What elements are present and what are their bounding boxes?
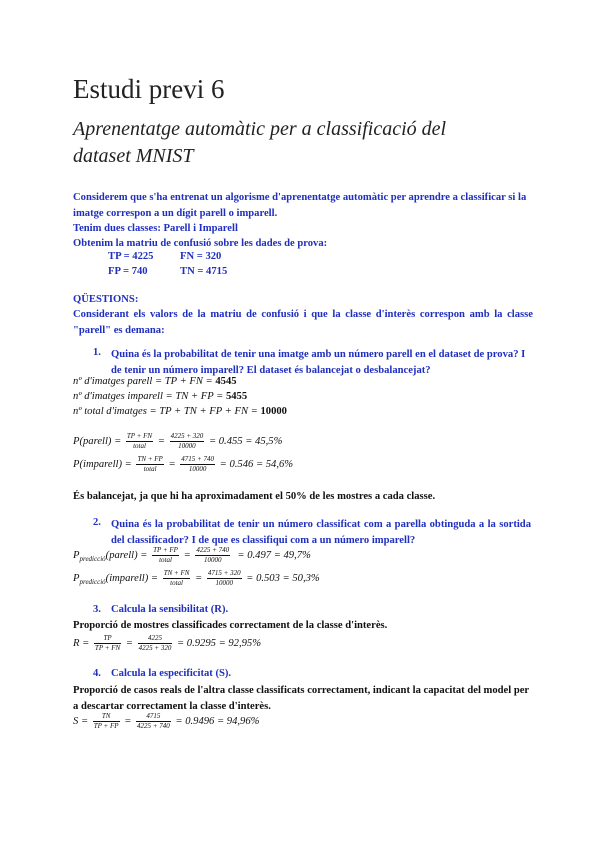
q2-prob-parell: $P_{predicció}(parell)$ = $\frac{TP + FP}{\text{total}}$ = $\frac{4225 + 740}{10000}$ = 0.497 = 49,7%	[73, 546, 311, 564]
q4-formula: S = $\frac{TN}{TP + FP}$ = $\frac{4715}{4225 + 740}$ = 0.9496 = 94,96%	[73, 712, 260, 730]
q1-answer: És balancejat, ja que hi ha aproximadament el 50% de les mostres a cada classe.	[73, 491, 436, 502]
fn-value: FN = 320	[180, 251, 222, 262]
q1-prob-parell: P(parell) = $\frac{TP + FN}{\text{total}}$ = $\frac{4225 + 320}{10000}$ = 0.455 = 45,5%	[73, 432, 283, 450]
tn-value: TN = 4715	[180, 266, 228, 277]
q1-eq-imparell: nº d'imatges imparell = TN + FP = 5455	[73, 391, 248, 402]
q3-text: Calcula la sensibilitat (R).	[111, 604, 229, 615]
q3-desc: Proporció de mostres classificades correctament de la classe d'interès.	[73, 620, 388, 631]
page-subtitle: Aprenentatge automàtic per a classificació del dataset MNIST	[73, 118, 447, 167]
q2-text: Quina és la probabilitat de tenir un número classificat com a parella obtinguda a la sortida del classificador? I de que es classifiqui com a un número imparell?	[111, 519, 531, 546]
classes-text: Tenim dues classes: Parell i Imparell	[73, 223, 238, 234]
q2-number: 2.	[93, 517, 101, 528]
q1-eq-total: nº total d'imatges = TP + TN + FP + FN = 10000	[73, 406, 287, 417]
q1-eq-parell: nº d'imatges parell = TP + FN = 4545	[73, 376, 237, 387]
q4-desc: Proporció de casos reals de l'altra classe classificats correctament, indicant la capacitat del model per a descartar correctament la classe d'interès.	[73, 685, 529, 712]
q1-text: Quina és la probabilitat de tenir una imatge amb un número parell en el dataset de prova? I de tenir un número imparell? El dataset és balancejat o desbalancejat?	[111, 349, 526, 376]
tp-value: TP = 4225	[108, 251, 154, 262]
q1-number: 1.	[93, 347, 101, 358]
intro-text: Considerem que s'ha entrenat un algorisme d'aprenentatge automàtic per aprendre a classificar si la imatge correspon a un dígit parell o imparell.	[73, 192, 527, 219]
q2-prob-imparell: $P_{predicció}(imparell)$ = $\frac{TN + FN}{\text{total}}$ = $\frac{4715 + 320}{10000}$ = 0.503 = 50,3%	[73, 569, 320, 587]
q3-number: 3.	[93, 604, 101, 615]
q1-prob-imparell: P(imparell) = $\frac{TN + FP}{\text{total}}$ = $\frac{4715 + 740}{10000}$ = 0.546 = 54,6%	[73, 455, 294, 473]
q4-text: Calcula la especificitat (S).	[111, 668, 232, 679]
q4-number: 4.	[93, 668, 101, 679]
questions-text: Considerant els valors de la matriu de confusió i que la classe d'interès correspon amb la classe "parell" es demana:	[73, 309, 533, 336]
confusion-intro: Obtenim la matriu de confusió sobre les dades de prova:	[73, 238, 328, 249]
fp-value: FP = 740	[108, 266, 148, 277]
q3-formula: R = $\frac{TP}{TP + FN}$ = $\frac{4225}{4225 + 320}$ = 0.9295 = 92,95%	[73, 634, 262, 652]
page-title: Estudi previ 6	[73, 74, 225, 104]
questions-label: QÜESTIONS:	[73, 294, 139, 305]
